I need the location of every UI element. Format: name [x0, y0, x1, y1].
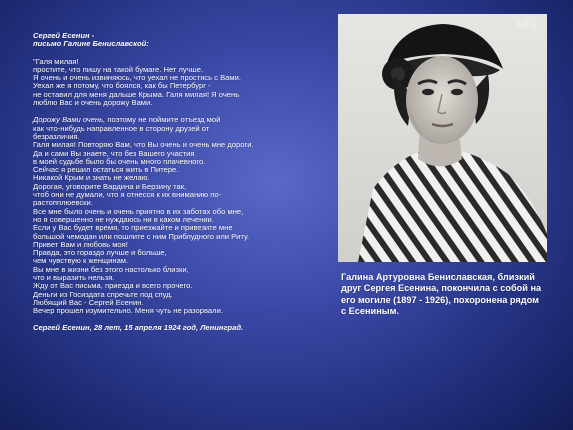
- letter-paragraph-2-lead: Дорожу Вами очень,: [33, 115, 106, 125]
- letter-signature: Сергей Есенин, 28 лет, 15 апреля 1924 год, Ленинград.: [33, 322, 244, 332]
- photo-caption: Галина Артуровна Бениславская, близкий друг Сергея Есенина, покончила с собой на его могиле (1897 - 1926), похоронена рядом с Есениным.: [341, 272, 542, 316]
- letter-paragraph-1: "Галя милая! простите, что пишу на такой бумаге. Нет лучше. Я очень и очень извиняюсь, что уехал не простясь с Вами. Уехал же я потому, что боялся, как бы Петербург - не оставил для меня дальше Крыма. Галя милая! Я очень люблю Вас и очень дорожу Вами.: [33, 56, 241, 108]
- letter-paragraph-2-body: поэтому не поймите отъезд мой как что-нибудь направленное в сторону друзей от безразличия. Галя милая! Повторяю Вам, что Вы очень и очень мне дороги. Да и сами Вы знаете, что без Вашего участия в моей судьбе было бы очень много плачевного. Сейчас я решил остаться жить в Питере. Никакой Крым и знать не желаю. Дорогая, уговорите Вардина и Берзину так, чтоб они не думали, что я отнесся к их вниманию по- растопплюевски. Все мне было очень и очень приятно в их заботах обо мне, но я совершенно не нуждаюсь ни в каком лечении. Если у Вас будет время, то приезжайте и привезите мне большой чемодан или пошлите с ним Приблудного или Риту. Привет Вам и любовь моя! Правда, это гораздо лучше и больше, чем чувствую к женщинам. Вы мне в жизни без этого настолько близки, что и выразить нельзя. Жду от Вас письма, приезда и всего прочего. Деньги из Госиздата спречьте под спуд. Любящий Вас - Сергей Есенин. Вечер прошел изумительно. Меня чуть не разорвали.: [33, 115, 254, 316]
- letter-heading-recipient: письмо Галине Бениславской:: [33, 39, 149, 49]
- letter-text-block: [33, 32, 333, 332]
- photo-watermark: tat-s: [516, 20, 537, 30]
- letter-heading-author: Сергей Есенин -: [33, 31, 95, 40]
- letter-paragraph-2: [33, 116, 333, 315]
- portrait-photo: [338, 14, 547, 262]
- portrait-illustration: [338, 14, 547, 262]
